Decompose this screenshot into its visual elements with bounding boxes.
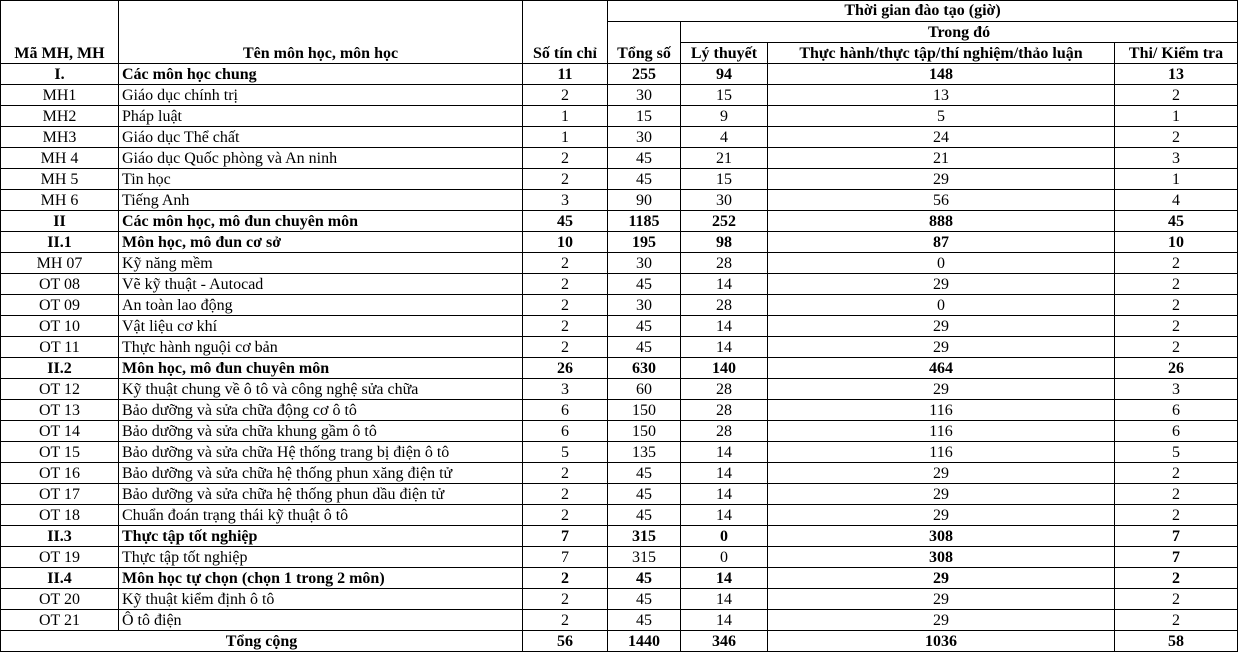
cell-practice: 21: [768, 148, 1115, 169]
cell-practice: 29: [768, 589, 1115, 610]
cell-credits: 1: [523, 106, 608, 127]
cell-theory: 14: [681, 442, 768, 463]
total-label: Tổng cộng: [1, 631, 523, 652]
cell-name: Bảo dưỡng và sửa chữa hệ thống phun dầu điện tử: [119, 484, 523, 505]
total-theory: 346: [681, 631, 768, 652]
cell-theory: 14: [681, 274, 768, 295]
cell-total: 630: [608, 358, 681, 379]
cell-practice: 5: [768, 106, 1115, 127]
cell-code: OT 21: [1, 610, 119, 631]
cell-code: MH2: [1, 106, 119, 127]
cell-practice: 0: [768, 253, 1115, 274]
cell-name: Môn học, mô đun cơ sở: [119, 232, 523, 253]
cell-credits: 2: [523, 295, 608, 316]
cell-total: 15: [608, 106, 681, 127]
cell-theory: 14: [681, 484, 768, 505]
header-training-time: Thời gian đào tạo (giờ): [608, 1, 1238, 22]
cell-code: OT 18: [1, 505, 119, 526]
table-row: [1, 589, 1238, 610]
table-row: [1, 337, 1238, 358]
cell-code: I.: [1, 64, 119, 85]
cell-total: 30: [608, 85, 681, 106]
cell-credits: 2: [523, 316, 608, 337]
table-row: [1, 169, 1238, 190]
cell-total: 150: [608, 400, 681, 421]
cell-practice: 148: [768, 64, 1115, 85]
cell-name: Tiếng Anh: [119, 190, 523, 211]
cell-theory: 28: [681, 295, 768, 316]
cell-theory: 15: [681, 85, 768, 106]
cell-code: MH 5: [1, 169, 119, 190]
cell-practice: 0: [768, 295, 1115, 316]
cell-theory: 9: [681, 106, 768, 127]
cell-exam: 7: [1115, 526, 1238, 547]
cell-credits: 2: [523, 253, 608, 274]
table-row: [1, 253, 1238, 274]
table-row: [1, 442, 1238, 463]
cell-exam: 3: [1115, 379, 1238, 400]
section-row: [1, 232, 1238, 253]
table-row: [1, 505, 1238, 526]
cell-theory: 28: [681, 400, 768, 421]
cell-credits: 6: [523, 400, 608, 421]
cell-total: 45: [608, 463, 681, 484]
header-of-which: Trong đó: [681, 22, 1238, 43]
cell-exam: 5: [1115, 442, 1238, 463]
table-row: [1, 106, 1238, 127]
cell-exam: 2: [1115, 484, 1238, 505]
table-row: [1, 148, 1238, 169]
cell-name: Thực tập tốt nghiệp: [119, 547, 523, 568]
cell-theory: 14: [681, 316, 768, 337]
table-row: [1, 400, 1238, 421]
cell-exam: 2: [1115, 610, 1238, 631]
cell-name: Ô tô điện: [119, 610, 523, 631]
cell-credits: 10: [523, 232, 608, 253]
cell-theory: 0: [681, 547, 768, 568]
total-practice: 1036: [768, 631, 1115, 652]
cell-practice: 116: [768, 442, 1115, 463]
cell-total: 45: [608, 148, 681, 169]
cell-credits: 1: [523, 127, 608, 148]
cell-credits: 2: [523, 463, 608, 484]
cell-practice: 29: [768, 274, 1115, 295]
cell-practice: 464: [768, 358, 1115, 379]
cell-credits: 5: [523, 442, 608, 463]
table-body: [1, 64, 1238, 631]
cell-practice: 888: [768, 211, 1115, 232]
cell-practice: 56: [768, 190, 1115, 211]
cell-practice: 29: [768, 505, 1115, 526]
cell-theory: 14: [681, 568, 768, 589]
cell-total: 135: [608, 442, 681, 463]
cell-exam: 26: [1115, 358, 1238, 379]
cell-exam: 2: [1115, 274, 1238, 295]
cell-name: Kỹ thuật chung về ô tô và công nghệ sửa chữa: [119, 379, 523, 400]
cell-code: II.1: [1, 232, 119, 253]
cell-name: Kỹ thuật kiểm định ô tô: [119, 589, 523, 610]
cell-theory: 14: [681, 610, 768, 631]
cell-code: OT 11: [1, 337, 119, 358]
cell-name: Pháp luật: [119, 106, 523, 127]
cell-total: 45: [608, 274, 681, 295]
cell-credits: 2: [523, 610, 608, 631]
cell-total: 255: [608, 64, 681, 85]
cell-total: 45: [608, 568, 681, 589]
cell-name: An toàn lao động: [119, 295, 523, 316]
total-row: [1, 631, 1238, 652]
cell-credits: 2: [523, 85, 608, 106]
header-name: Tên môn học, môn học: [119, 1, 523, 64]
cell-credits: 7: [523, 547, 608, 568]
cell-exam: 2: [1115, 316, 1238, 337]
cell-name: Giáo dục Thể chất: [119, 127, 523, 148]
cell-credits: 2: [523, 274, 608, 295]
cell-code: OT 17: [1, 484, 119, 505]
cell-name: Các môn học chung: [119, 64, 523, 85]
header-total: Tổng số: [608, 22, 681, 64]
cell-theory: 4: [681, 127, 768, 148]
cell-total: 45: [608, 337, 681, 358]
cell-theory: 14: [681, 505, 768, 526]
cell-name: Các môn học, mô đun chuyên môn: [119, 211, 523, 232]
cell-credits: 2: [523, 568, 608, 589]
header-code: Mã MH, MH: [1, 1, 119, 64]
cell-code: MH 4: [1, 148, 119, 169]
cell-total: 30: [608, 295, 681, 316]
cell-total: 195: [608, 232, 681, 253]
cell-theory: 28: [681, 253, 768, 274]
cell-theory: 30: [681, 190, 768, 211]
cell-practice: 29: [768, 610, 1115, 631]
total-credits: 56: [523, 631, 608, 652]
cell-credits: 3: [523, 379, 608, 400]
cell-exam: 4: [1115, 190, 1238, 211]
total-hours: 1440: [608, 631, 681, 652]
cell-exam: 2: [1115, 85, 1238, 106]
cell-exam: 2: [1115, 589, 1238, 610]
cell-name: Tin học: [119, 169, 523, 190]
cell-practice: 116: [768, 400, 1115, 421]
cell-exam: 3: [1115, 148, 1238, 169]
cell-name: Vẽ kỹ thuật - Autocad: [119, 274, 523, 295]
table-row: [1, 295, 1238, 316]
cell-name: Bảo dưỡng và sửa chữa hệ thống phun xăng điện tử: [119, 463, 523, 484]
table-row: [1, 421, 1238, 442]
cell-total: 45: [608, 589, 681, 610]
header-theory: Lý thuyết: [681, 43, 768, 64]
table-row: [1, 463, 1238, 484]
cell-code: OT 10: [1, 316, 119, 337]
cell-theory: 140: [681, 358, 768, 379]
cell-theory: 98: [681, 232, 768, 253]
cell-total: 90: [608, 190, 681, 211]
cell-practice: 29: [768, 463, 1115, 484]
section-row: [1, 526, 1238, 547]
cell-exam: 45: [1115, 211, 1238, 232]
cell-code: MH1: [1, 85, 119, 106]
cell-code: MH3: [1, 127, 119, 148]
cell-name: Giáo dục Quốc phòng và An ninh: [119, 148, 523, 169]
cell-credits: 2: [523, 337, 608, 358]
cell-total: 45: [608, 610, 681, 631]
cell-name: Bảo dưỡng và sửa chữa Hệ thống trang bị điện ô tô: [119, 442, 523, 463]
section-row: [1, 358, 1238, 379]
cell-exam: 1: [1115, 169, 1238, 190]
cell-total: 315: [608, 547, 681, 568]
cell-credits: 26: [523, 358, 608, 379]
table-row: [1, 547, 1238, 568]
cell-name: Giáo dục chính trị: [119, 85, 523, 106]
cell-exam: 1: [1115, 106, 1238, 127]
cell-code: II.4: [1, 568, 119, 589]
cell-practice: 29: [768, 568, 1115, 589]
cell-practice: 116: [768, 421, 1115, 442]
cell-total: 1185: [608, 211, 681, 232]
cell-total: 315: [608, 526, 681, 547]
cell-exam: 13: [1115, 64, 1238, 85]
cell-theory: 28: [681, 421, 768, 442]
cell-total: 45: [608, 484, 681, 505]
cell-practice: 29: [768, 169, 1115, 190]
cell-code: OT 19: [1, 547, 119, 568]
section-row: [1, 568, 1238, 589]
cell-theory: 15: [681, 169, 768, 190]
cell-theory: 0: [681, 526, 768, 547]
cell-code: MH 6: [1, 190, 119, 211]
cell-exam: 2: [1115, 337, 1238, 358]
table-row: [1, 85, 1238, 106]
cell-theory: 252: [681, 211, 768, 232]
cell-code: OT 13: [1, 400, 119, 421]
cell-exam: 2: [1115, 295, 1238, 316]
cell-theory: 28: [681, 379, 768, 400]
cell-exam: 2: [1115, 253, 1238, 274]
cell-code: OT 09: [1, 295, 119, 316]
table-row: [1, 274, 1238, 295]
cell-name: Vật liệu cơ khí: [119, 316, 523, 337]
cell-practice: 13: [768, 85, 1115, 106]
table-row: [1, 610, 1238, 631]
cell-exam: 2: [1115, 127, 1238, 148]
cell-total: 45: [608, 169, 681, 190]
table-row: [1, 379, 1238, 400]
cell-total: 30: [608, 253, 681, 274]
cell-name: Kỹ năng mềm: [119, 253, 523, 274]
cell-name: Thực hành nguội cơ bản: [119, 337, 523, 358]
cell-theory: 14: [681, 589, 768, 610]
cell-credits: 2: [523, 484, 608, 505]
cell-exam: 6: [1115, 421, 1238, 442]
table-row: [1, 190, 1238, 211]
section-row: [1, 64, 1238, 85]
cell-code: OT 14: [1, 421, 119, 442]
cell-code: II.2: [1, 358, 119, 379]
cell-code: OT 15: [1, 442, 119, 463]
cell-practice: 24: [768, 127, 1115, 148]
cell-practice: 29: [768, 379, 1115, 400]
cell-practice: 29: [768, 484, 1115, 505]
cell-total: 60: [608, 379, 681, 400]
cell-credits: 3: [523, 190, 608, 211]
cell-credits: 7: [523, 526, 608, 547]
cell-code: MH 07: [1, 253, 119, 274]
table-row: [1, 127, 1238, 148]
cell-exam: 10: [1115, 232, 1238, 253]
cell-total: 45: [608, 316, 681, 337]
cell-code: OT 20: [1, 589, 119, 610]
cell-credits: 11: [523, 64, 608, 85]
cell-code: II.3: [1, 526, 119, 547]
cell-credits: 2: [523, 589, 608, 610]
cell-theory: 21: [681, 148, 768, 169]
cell-credits: 2: [523, 505, 608, 526]
cell-exam: 2: [1115, 505, 1238, 526]
cell-credits: 2: [523, 169, 608, 190]
cell-practice: 308: [768, 547, 1115, 568]
cell-total: 30: [608, 127, 681, 148]
cell-practice: 87: [768, 232, 1115, 253]
cell-name: Chuẩn đoán trạng thái kỹ thuật ô tô: [119, 505, 523, 526]
section-row: [1, 211, 1238, 232]
cell-practice: 308: [768, 526, 1115, 547]
cell-name: Bảo dưỡng và sửa chữa khung gầm ô tô: [119, 421, 523, 442]
total-exam: 58: [1115, 631, 1238, 652]
header-exam: Thi/ Kiểm tra: [1115, 43, 1238, 64]
header-practice: Thực hành/thực tập/thí nghiệm/thảo luận: [768, 43, 1115, 64]
cell-exam: 2: [1115, 568, 1238, 589]
cell-code: II: [1, 211, 119, 232]
cell-practice: 29: [768, 316, 1115, 337]
table-row: [1, 316, 1238, 337]
cell-theory: 94: [681, 64, 768, 85]
cell-exam: 2: [1115, 463, 1238, 484]
cell-name: Môn học, mô đun chuyên môn: [119, 358, 523, 379]
cell-exam: 7: [1115, 547, 1238, 568]
cell-name: Môn học tự chọn (chọn 1 trong 2 môn): [119, 568, 523, 589]
header-credits: Số tín chỉ: [523, 1, 608, 64]
cell-total: 150: [608, 421, 681, 442]
cell-name: Bảo dưỡng và sửa chữa động cơ ô tô: [119, 400, 523, 421]
cell-code: OT 08: [1, 274, 119, 295]
cell-name: Thực tập tốt nghiệp: [119, 526, 523, 547]
cell-practice: 29: [768, 337, 1115, 358]
cell-code: OT 16: [1, 463, 119, 484]
cell-credits: 2: [523, 148, 608, 169]
cell-code: OT 12: [1, 379, 119, 400]
table-row: [1, 484, 1238, 505]
cell-theory: 14: [681, 463, 768, 484]
cell-total: 45: [608, 505, 681, 526]
cell-theory: 14: [681, 337, 768, 358]
cell-exam: 6: [1115, 400, 1238, 421]
cell-credits: 45: [523, 211, 608, 232]
cell-credits: 6: [523, 421, 608, 442]
